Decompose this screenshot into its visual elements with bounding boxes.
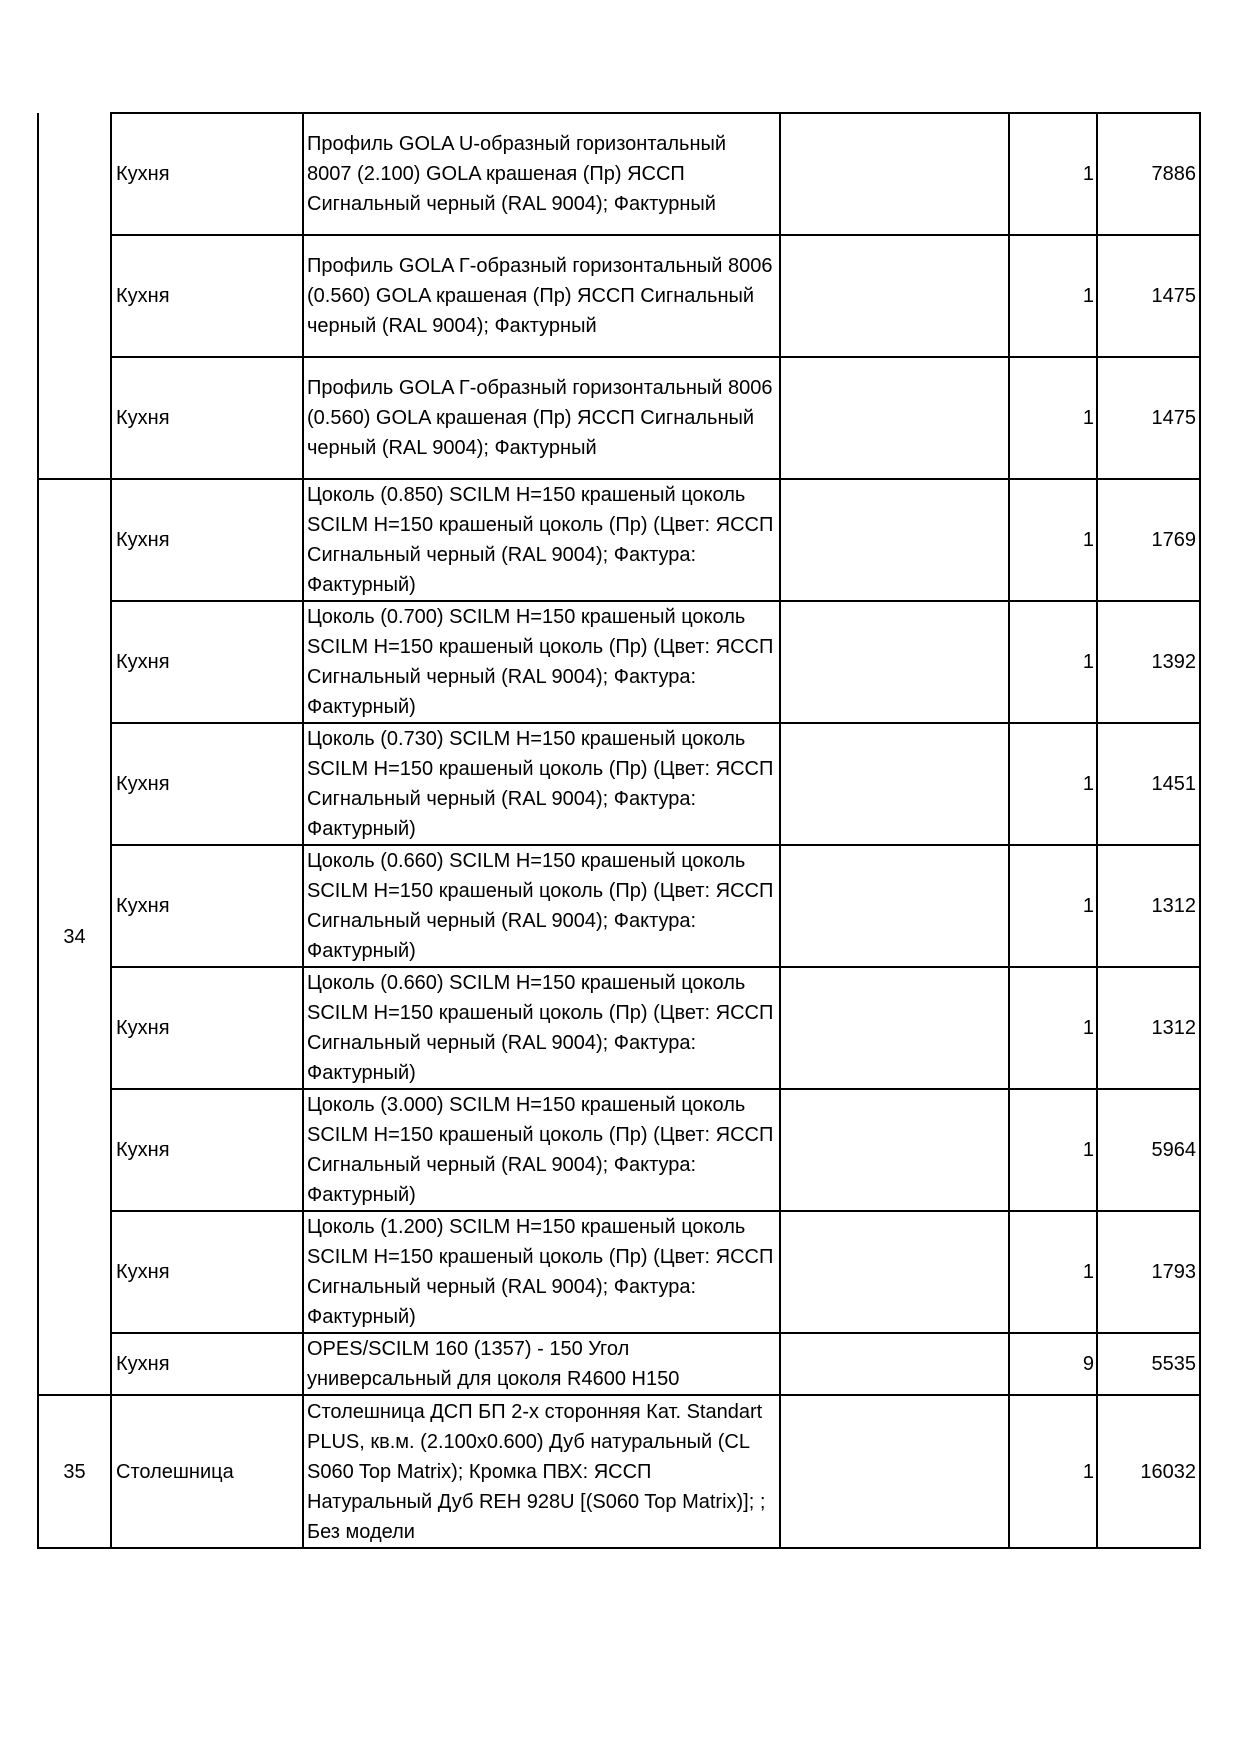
price-cell: 5964 bbox=[1097, 1089, 1200, 1211]
quantity-cell: 1 bbox=[1009, 1089, 1097, 1211]
product-name-cell: Цоколь (0.660) SCILM H=150 крашеный цоколь SCILM H=150 крашеный цоколь (Пр) (Цвет: ЯССП Сигнальный черный (RAL 9004); Фактура: Фактурный) bbox=[303, 967, 780, 1089]
room-cell: Кухня bbox=[111, 967, 303, 1089]
table-row bbox=[38, 1211, 1200, 1333]
note-cell bbox=[780, 1089, 1009, 1211]
note-cell bbox=[780, 845, 1009, 967]
quantity-cell: 1 bbox=[1009, 357, 1097, 479]
room-cell: Столешница bbox=[111, 1395, 303, 1548]
quantity-cell: 1 bbox=[1009, 1211, 1097, 1333]
quantity-cell: 1 bbox=[1009, 479, 1097, 601]
specification-table bbox=[37, 112, 1201, 1549]
room-cell: Кухня bbox=[111, 113, 303, 235]
price-cell: 1312 bbox=[1097, 967, 1200, 1089]
quantity-cell: 1 bbox=[1009, 113, 1097, 235]
price-cell: 1392 bbox=[1097, 601, 1200, 723]
table-row bbox=[38, 1089, 1200, 1211]
room-cell: Кухня bbox=[111, 1333, 303, 1395]
room-cell: Кухня bbox=[111, 235, 303, 357]
price-cell: 1769 bbox=[1097, 479, 1200, 601]
product-name-cell: Профиль GOLA Г-образный горизонтальный 8006 (0.560) GOLA крашеная (Пр) ЯССП Сигнальный черный (RAL 9004); Фактурный bbox=[303, 235, 780, 357]
table-row bbox=[38, 357, 1200, 479]
table-row bbox=[38, 1395, 1200, 1548]
table-row bbox=[38, 723, 1200, 845]
product-name-cell: Цоколь (0.660) SCILM H=150 крашеный цоколь SCILM H=150 крашеный цоколь (Пр) (Цвет: ЯССП Сигнальный черный (RAL 9004); Фактура: Фактурный) bbox=[303, 845, 780, 967]
product-name-cell: Столешница ДСП БП 2-х сторонняя Кат. Standart PLUS, кв.м. (2.100x0.600) Дуб натуральный (CL S060 Top Matrix); Кромка ПВХ: ЯССП Натуральный Дуб REH 928U [(S060 Top Matrix)]; ; Без модели bbox=[303, 1395, 780, 1548]
room-cell: Кухня bbox=[111, 479, 303, 601]
note-cell bbox=[780, 1333, 1009, 1395]
quantity-cell: 1 bbox=[1009, 235, 1097, 357]
table-row bbox=[38, 113, 1200, 235]
table-row bbox=[38, 1333, 1200, 1395]
quantity-cell: 1 bbox=[1009, 845, 1097, 967]
product-name-cell: Цоколь (1.200) SCILM H=150 крашеный цоколь SCILM H=150 крашеный цоколь (Пр) (Цвет: ЯССП Сигнальный черный (RAL 9004); Фактура: Фактурный) bbox=[303, 1211, 780, 1333]
table-row bbox=[38, 479, 1200, 601]
quantity-cell: 1 bbox=[1009, 1395, 1097, 1548]
room-cell: Кухня bbox=[111, 1089, 303, 1211]
price-cell: 16032 bbox=[1097, 1395, 1200, 1548]
product-name-cell: Профиль GOLA Г-образный горизонтальный 8006 (0.560) GOLA крашеная (Пр) ЯССП Сигнальный черный (RAL 9004); Фактурный bbox=[303, 357, 780, 479]
note-cell bbox=[780, 1395, 1009, 1548]
quantity-cell: 1 bbox=[1009, 601, 1097, 723]
table-row bbox=[38, 967, 1200, 1089]
note-cell bbox=[780, 113, 1009, 235]
product-name-cell: Цоколь (3.000) SCILM H=150 крашеный цоколь SCILM H=150 крашеный цоколь (Пр) (Цвет: ЯССП Сигнальный черный (RAL 9004); Фактура: Фактурный) bbox=[303, 1089, 780, 1211]
product-name-cell: Профиль GOLA U-образный горизонтальный 8007 (2.100) GOLA крашеная (Пр) ЯССП Сигнальный черный (RAL 9004); Фактурный bbox=[303, 113, 780, 235]
product-name-cell: Цоколь (0.700) SCILM H=150 крашеный цоколь SCILM H=150 крашеный цоколь (Пр) (Цвет: ЯССП Сигнальный черный (RAL 9004); Фактура: Фактурный) bbox=[303, 601, 780, 723]
room-cell: Кухня bbox=[111, 723, 303, 845]
note-cell bbox=[780, 1211, 1009, 1333]
price-cell: 1475 bbox=[1097, 357, 1200, 479]
note-cell bbox=[780, 479, 1009, 601]
product-name-cell: Цоколь (0.730) SCILM H=150 крашеный цоколь SCILM H=150 крашеный цоколь (Пр) (Цвет: ЯССП Сигнальный черный (RAL 9004); Фактура: Фактурный) bbox=[303, 723, 780, 845]
quantity-cell: 9 bbox=[1009, 1333, 1097, 1395]
room-cell: Кухня bbox=[111, 1211, 303, 1333]
room-cell: Кухня bbox=[111, 357, 303, 479]
note-cell bbox=[780, 357, 1009, 479]
price-cell: 5535 bbox=[1097, 1333, 1200, 1395]
item-number-cell bbox=[38, 113, 111, 479]
price-cell: 1451 bbox=[1097, 723, 1200, 845]
product-name-cell: Цоколь (0.850) SCILM H=150 крашеный цоколь SCILM H=150 крашеный цоколь (Пр) (Цвет: ЯССП Сигнальный черный (RAL 9004); Фактура: Фактурный) bbox=[303, 479, 780, 601]
item-number-cell: 34 bbox=[38, 479, 111, 1395]
price-cell: 1475 bbox=[1097, 235, 1200, 357]
room-cell: Кухня bbox=[111, 601, 303, 723]
table-row bbox=[38, 601, 1200, 723]
table-row bbox=[38, 845, 1200, 967]
quantity-cell: 1 bbox=[1009, 723, 1097, 845]
note-cell bbox=[780, 723, 1009, 845]
note-cell bbox=[780, 967, 1009, 1089]
item-number-cell: 35 bbox=[38, 1395, 111, 1548]
note-cell bbox=[780, 601, 1009, 723]
price-cell: 1312 bbox=[1097, 845, 1200, 967]
note-cell bbox=[780, 235, 1009, 357]
product-name-cell: OPES/SCILM 160 (1357) - 150 Угол универсальный для цоколя R4600 H150 bbox=[303, 1333, 780, 1395]
price-cell: 7886 bbox=[1097, 113, 1200, 235]
price-cell: 1793 bbox=[1097, 1211, 1200, 1333]
quantity-cell: 1 bbox=[1009, 967, 1097, 1089]
table-row bbox=[38, 235, 1200, 357]
room-cell: Кухня bbox=[111, 845, 303, 967]
